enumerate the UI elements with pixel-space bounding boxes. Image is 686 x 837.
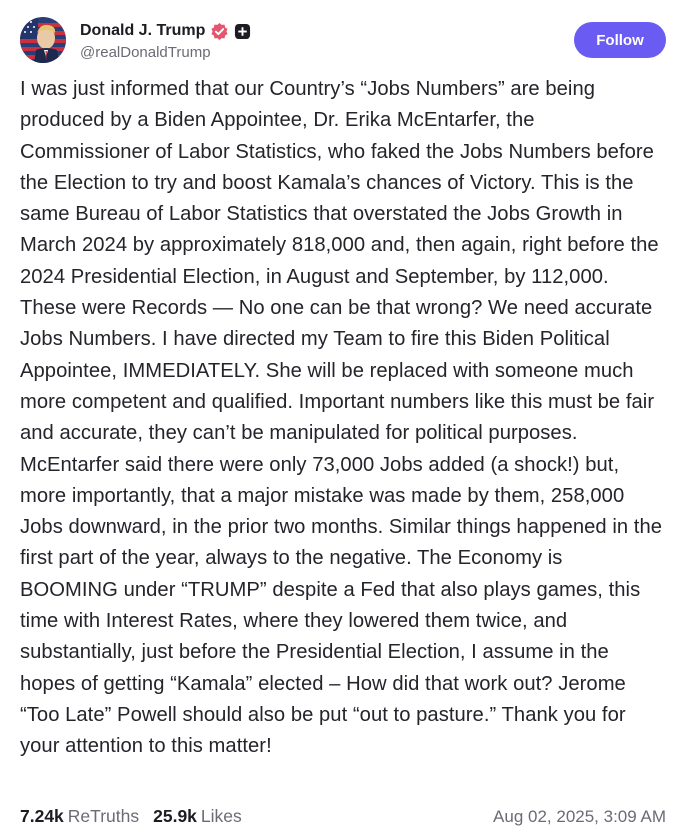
avatar-image [20,17,66,63]
author-display-name[interactable]: Donald J. Trump [80,22,206,39]
post-footer [20,806,666,827]
author-handle[interactable]: @realDonaldTrump [80,44,211,61]
likes-label: Likes [200,806,242,826]
avatar[interactable] [20,17,66,63]
retruths-label: ReTruths [67,806,140,826]
post-header [20,12,664,68]
verified-badge-icon [210,22,229,41]
post-timestamp[interactable]: Aug 02, 2025, 3:09 AM [493,806,666,826]
likes-count: 25.9k [153,806,197,826]
post-text: I was just informed that our Country’s “Jobs Numbers” are being produced by a Biden Appointee, Dr. Erika McEntarfer, the Commissioner of Labor Statistics, who faked the Jobs Numbers before the Election to try and boost Kamala’s chances of Victory. This is the same Bureau of Labor Statistics that overstated the Jobs Growth in March 2024 by approximately 818,000 and, then again, right before the 2024 Presidential Election, in August and September, by 112,000. These were Records — No one can be that wrong? We need accurate Jobs Numbers. I have directed my Team to fire this Biden Political Appointee, IMMEDIATELY. She will be replaced with someone much more competent and qualified. Important numbers like this must be fair and accurate, they can’t be manipulated for political purposes. McEntarfer said there were only 73,000 Jobs added (a shock!) but, more importantly, that a major mistake was made by them, 258,000 Jobs downward, in the prior two months. Similar things happened in the first part of the year, always to the negative. The Economy is BOOMING under “TRUMP” despite a Fed that also plays games, this time with Interest Rates, where they lowered them twice, and substantially, just before the Presidential Election, I assume in the hopes of getting “Kamala” elected – How did that work out? Jerome “Too Late” Powell should also be put “out to pasture.” Thank you for your attention to this matter! [20,78,668,758]
retruths-stat[interactable] [20,806,139,827]
plus-badge-icon [234,23,251,40]
likes-stat[interactable] [153,806,242,827]
author-identity [80,19,251,61]
follow-button[interactable]: Follow [574,22,666,58]
author-name-row [80,19,251,43]
retruths-count: 7.24k [20,806,64,826]
